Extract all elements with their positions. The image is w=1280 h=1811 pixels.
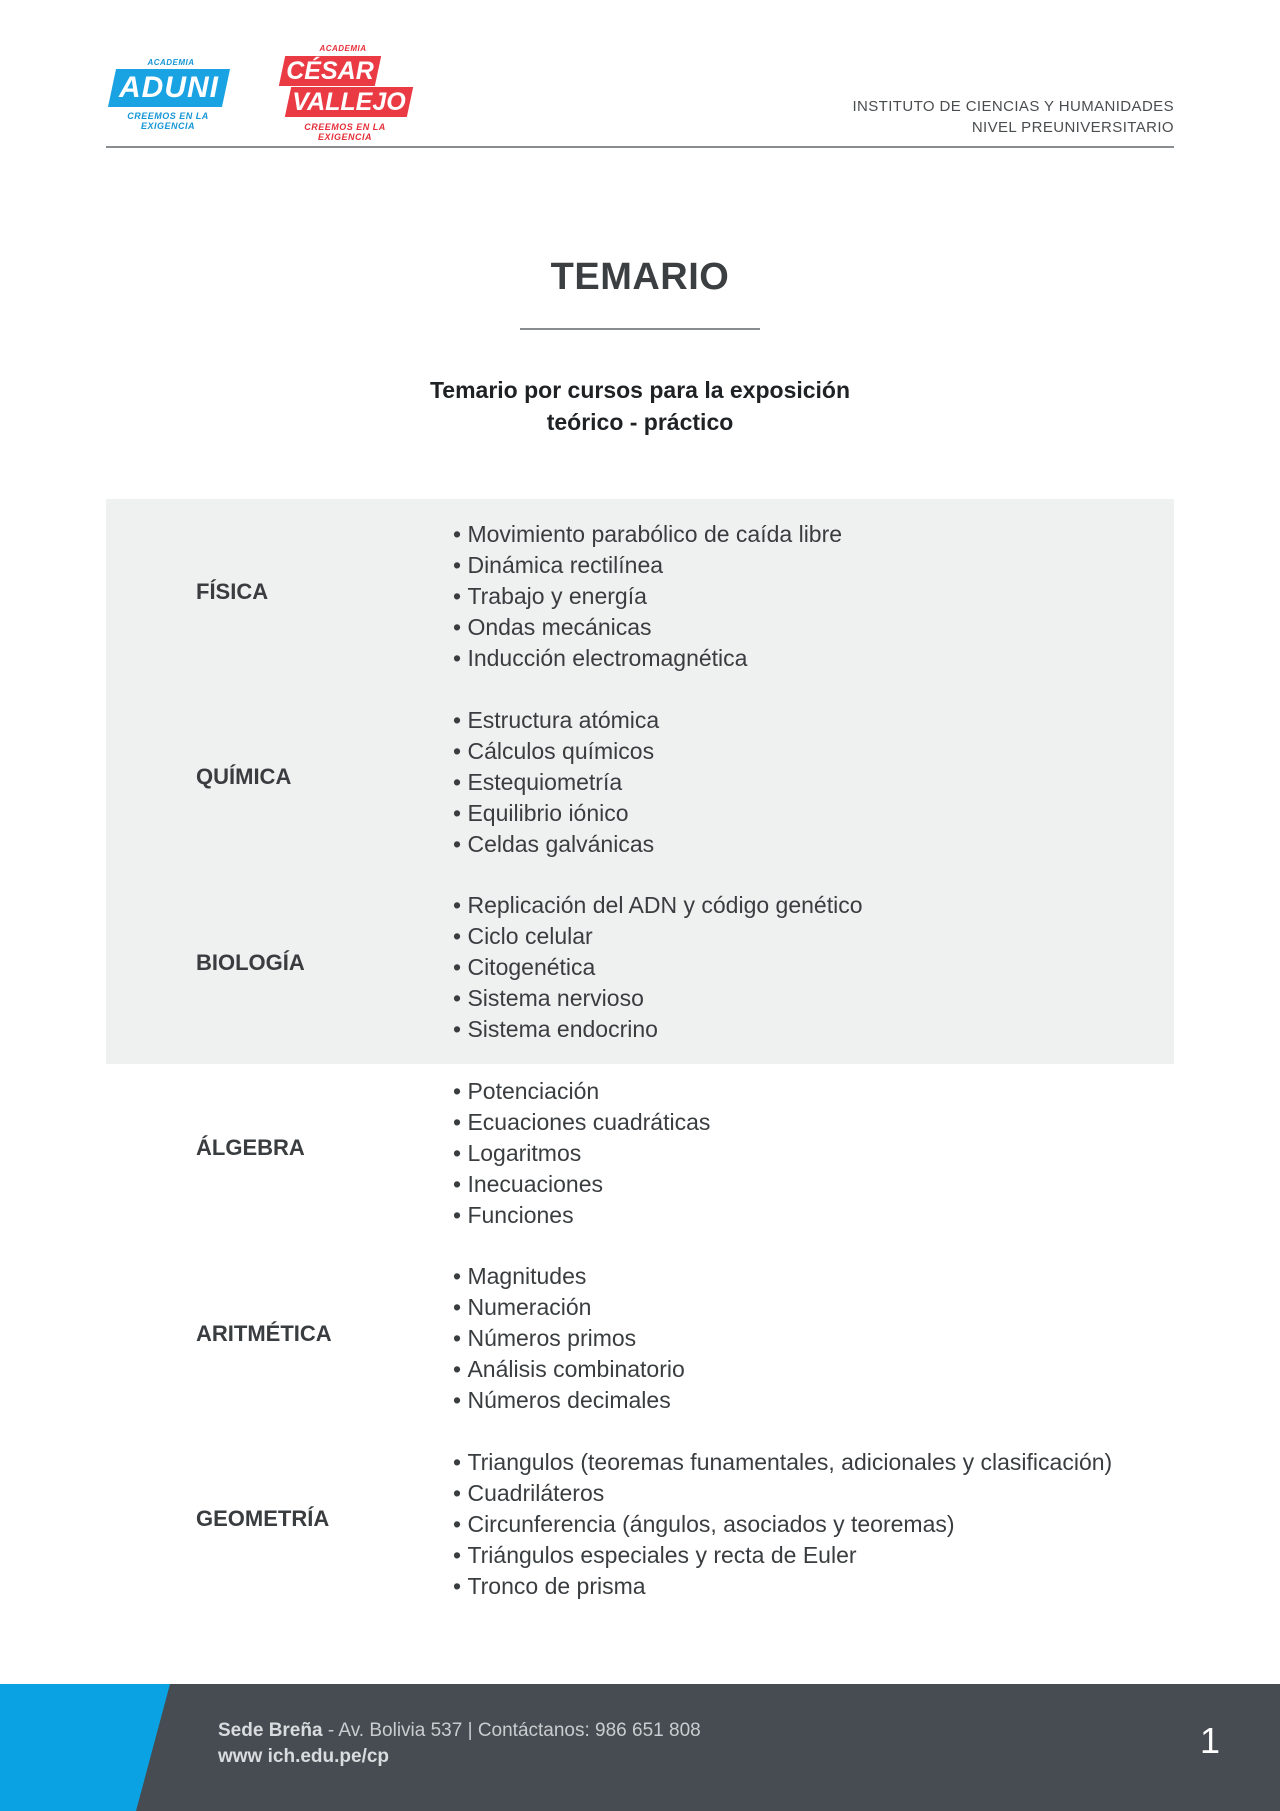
footer-website-text[interactable]: www ich.edu.pe/cp [218,1746,390,1767]
topic-item: • Números decimales [453,1385,685,1416]
cv-logo-academia: ACADEMIA [319,44,367,53]
course-name: FÍSICA [196,578,269,604]
institute-line-2: NIVEL PREUNIVERSITARIO [971,119,1174,136]
cv-logo-line2: VALLEJO [292,88,406,116]
course-row-fisica [106,499,1174,685]
course-name: GEOMETRÍA [196,1506,330,1532]
topic-item: • Inecuaciones [453,1169,710,1200]
aduni-logo-academia: ACADEMIA [147,58,195,67]
subtitle-line-2: teórico - práctico [546,409,734,435]
subtitle-line-1: Temario por cursos para la exposición [429,377,851,403]
course-row-geometria [106,1427,1174,1613]
topic-item: • Potenciación [453,1076,710,1107]
cv-logo-line1: CÉSAR [286,57,374,85]
topic-item: • Estructura atómica [453,705,659,736]
topic-item: • Ondas mecánicas [453,612,842,643]
institute-name [852,96,1174,138]
topic-item: • Ecuaciones cuadráticas [453,1107,710,1138]
topic-list [453,890,863,1045]
page-number: 1 [1199,1720,1220,1761]
topic-item: • Triangulos (teoremas funamentales, adicionales y clasificación) [453,1447,1112,1478]
topic-item: • Logaritmos [453,1138,710,1169]
course-name: ÁLGEBRA [196,1135,305,1161]
course-name: QUÍMICA [196,764,292,790]
topic-item: • Números primos [453,1323,685,1354]
footer-separator: | [467,1720,478,1741]
topic-item: • Sistema endocrino [453,1014,863,1045]
topic-item: • Cuadriláteros [453,1478,1112,1509]
course-row-quimica [106,685,1174,871]
cv-logo-slogan: CREEMOS EN LA EXIGENCIA [304,122,386,142]
cesar-vallejo-logo [268,44,418,142]
topic-list [453,519,842,674]
course-row-biologia [106,870,1174,1056]
page-footer [0,1684,1280,1811]
course-name: BIOLOGÍA [196,949,305,975]
footer-accent [0,1684,170,1811]
topic-item: • Citogenética [453,952,863,983]
topic-item: • Funciones [453,1200,710,1231]
topic-item: • Replicación del ADN y código genético [453,890,863,921]
topic-item: • Triángulos especiales y recta de Euler [453,1540,1112,1571]
footer-sede: Sede Breña [218,1720,323,1741]
footer-website[interactable] [218,1744,701,1770]
footer-address: - Av. Bolivia 537 [322,1720,468,1741]
topic-item: • Equilibrio iónico [453,798,659,829]
aduni-logo-name: ADUNI [119,71,219,104]
footer-phone: Contáctanos: 986 651 808 [477,1720,701,1741]
topic-item: • Trabajo y energía [453,581,842,612]
topic-item: • Análisis combinatorio [453,1354,685,1385]
topic-item: • Numeración [453,1292,685,1323]
aduni-logo-slogan: CREEMOS EN LA EXIGENCIA [127,111,209,131]
course-row-algebra [106,1056,1174,1242]
topic-item: • Estequiometría [453,767,659,798]
topic-list [453,1261,685,1416]
topic-list [453,1447,1112,1602]
topic-item: • Cálculos químicos [453,736,659,767]
topic-list [453,705,659,860]
topic-item: • Tronco de prisma [453,1571,1112,1602]
footer-contact [218,1718,701,1770]
topic-item: • Celdas galvánicas [453,829,659,860]
topic-item: • Dinámica rectilínea [453,550,842,581]
topic-item: • Circunferencia (ángulos, asociados y teoremas) [453,1509,1112,1540]
topic-item: • Sistema nervioso [453,983,863,1014]
courses-table [106,499,1174,1612]
title-divider [520,328,760,330]
topic-item: • Inducción electromagnética [453,643,842,674]
institute-line-1: INSTITUTO DE CIENCIAS Y HUMANIDADES [852,98,1174,115]
aduni-logo [106,58,230,138]
topic-list [453,1076,710,1231]
page-title: TEMARIO [550,256,730,298]
footer-line-1 [218,1718,701,1744]
page-subtitle [0,374,1280,438]
course-row-aritmetica [106,1241,1174,1427]
topic-item: • Magnitudes [453,1261,685,1292]
topic-item: • Ciclo celular [453,921,863,952]
course-name: ARITMÉTICA [196,1320,332,1346]
topic-item: • Movimiento parabólico de caída libre [453,519,842,550]
page-header [106,40,1174,148]
